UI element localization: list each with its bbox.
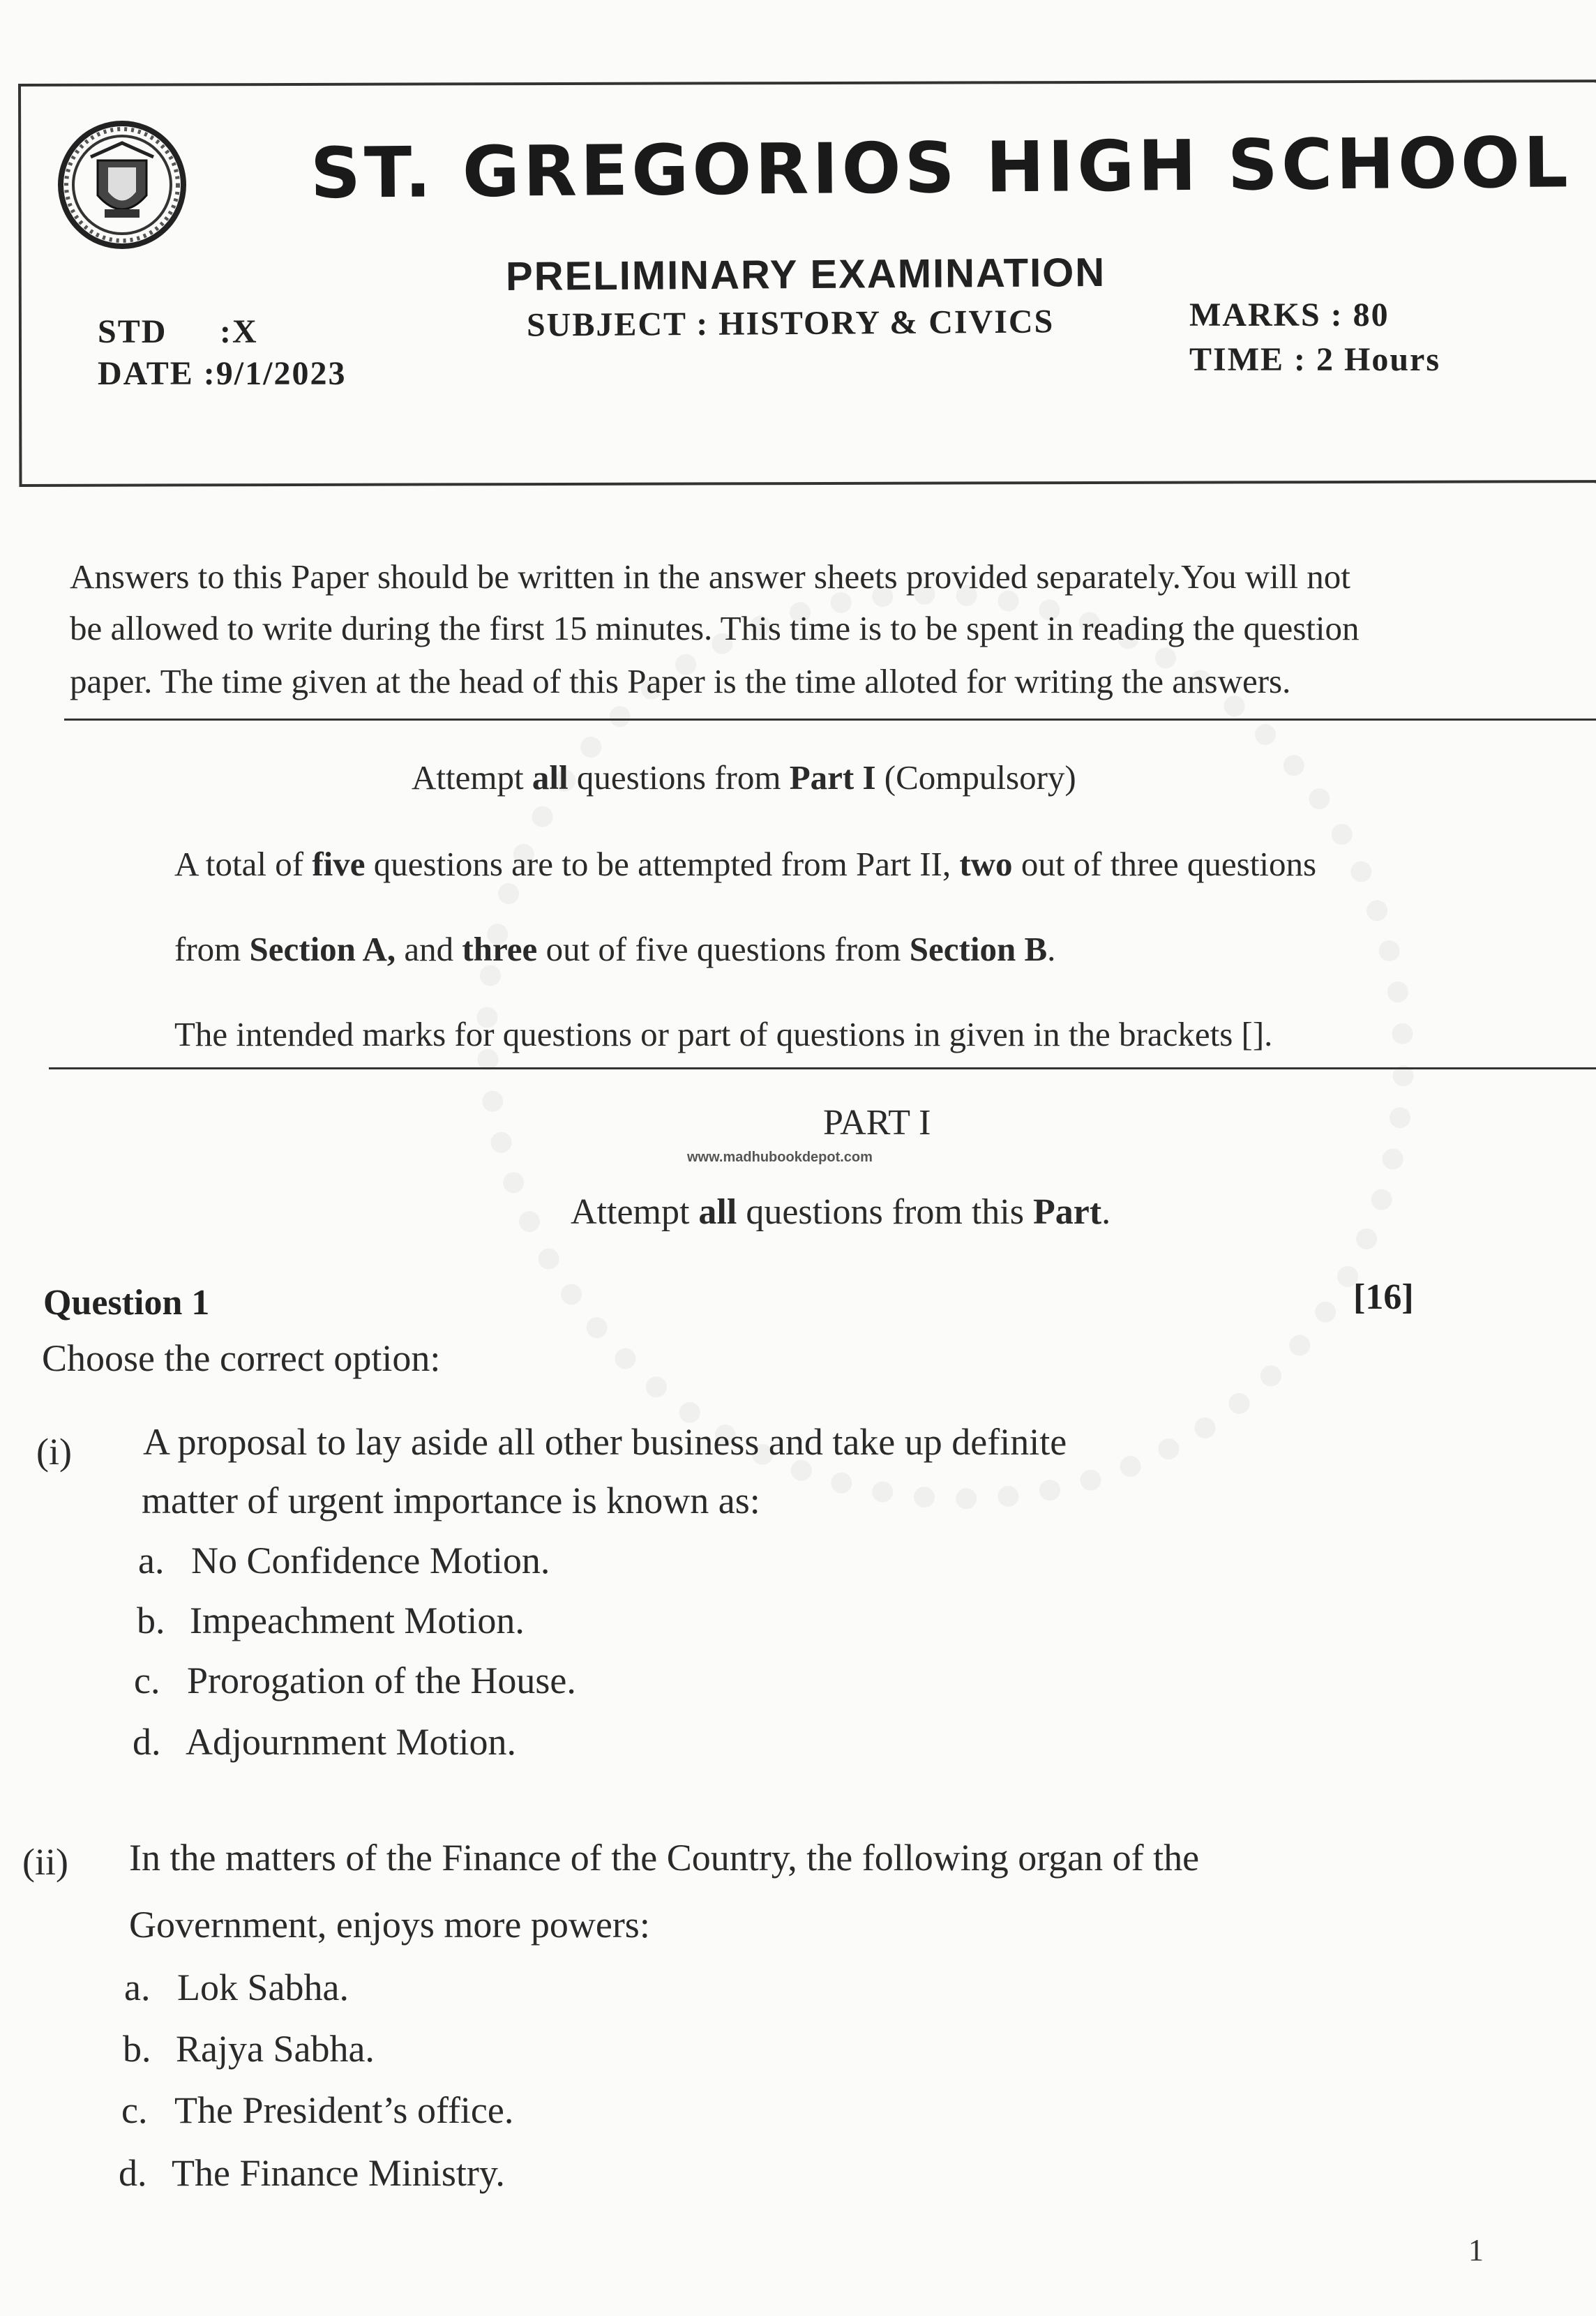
option-text: Rajya Sabha. <box>176 2028 375 2070</box>
option-row <box>124 1966 349 2009</box>
divider-1 <box>64 719 1596 721</box>
question-1-instruction: Choose the correct option: <box>42 1337 441 1379</box>
rule-2-bold-two: two <box>959 845 1013 883</box>
marks-field: MARKS : 80 <box>1189 296 1390 333</box>
sub-question-text-line-2: matter of urgent importance is known as: <box>142 1480 760 1521</box>
std-value: :X <box>220 313 258 350</box>
rule-3-bold-section-a: Section A, <box>249 930 396 968</box>
part-attempt-text-mid: questions from this <box>737 1192 1033 1232</box>
website-watermark: www.madhubookdepot.com <box>687 1150 873 1165</box>
rule-2-text-mid: questions are to be attempted from Part II, <box>365 845 960 883</box>
option-row <box>121 2089 513 2132</box>
part-attempt-bold-all: all <box>698 1192 737 1232</box>
part-attempt-bold-part: Part <box>1033 1192 1102 1232</box>
rule-1-text-mid: questions from <box>568 758 790 797</box>
time-field: TIME : 2 Hours <box>1189 341 1441 378</box>
option-text: The Finance Ministry. <box>172 2152 505 2194</box>
subject-value: HISTORY & CIVICS <box>718 303 1055 343</box>
option-row <box>123 2027 375 2070</box>
sub-question-text-line-1: A proposal to lay aside all other business and take up definite <box>143 1421 1067 1463</box>
std-field <box>98 313 258 351</box>
page-number: 1 <box>1468 2233 1484 2267</box>
rule-2-text: A total of <box>174 845 313 883</box>
sub-question-text-line-2: Government, enjoys more powers: <box>129 1904 650 1946</box>
rule-3-text-post: . <box>1047 930 1056 968</box>
option-text: No Confidence Motion. <box>191 1540 550 1581</box>
option-letter: d. <box>119 2152 147 2194</box>
option-row <box>134 1659 576 1702</box>
option-text: Adjournment Motion. <box>186 1721 516 1763</box>
instruction-line-2: be allowed to write during the first 15 minutes. This time is to be spent in reading the question <box>70 609 1360 647</box>
rule-3-text: from <box>174 930 250 968</box>
sub-question-text-line-1: In the matters of the Finance of the Country, the following organ of the <box>129 1837 1200 1879</box>
school-crest-icon <box>56 119 188 251</box>
instruction-line-3: paper. The time given at the head of this Paper is the time alloted for writing the answers. <box>70 662 1291 700</box>
rule-line-2 <box>174 844 1316 884</box>
subject-field <box>527 302 1055 344</box>
part-attempt-text-post: . <box>1101 1192 1111 1232</box>
exam-title: PRELIMINARY EXAMINATION <box>505 249 1106 300</box>
rule-1-bold-part: Part I <box>789 758 876 797</box>
option-row <box>119 2151 505 2195</box>
rule-2-bold-five: five <box>312 845 366 883</box>
sub-question-number: (ii) <box>22 1841 68 1883</box>
instruction-line-1: Answers to this Paper should be written in the answer sheets provided separately.You will not <box>70 557 1350 596</box>
option-letter: b. <box>123 2028 151 2070</box>
option-row <box>133 1720 516 1764</box>
option-text: Lok Sabha. <box>177 1967 349 2008</box>
option-text: Prorogation of the House. <box>187 1660 576 1701</box>
option-text: The President’s office. <box>174 2089 514 2131</box>
rule-1-bold-all: all <box>532 758 569 797</box>
subject-label: SUBJECT : <box>526 305 709 344</box>
rule-line-4: The intended marks for questions or part of questions in given in the brackets []. <box>174 1015 1273 1053</box>
date-label: DATE <box>98 355 194 392</box>
rule-line-1 <box>412 758 1076 797</box>
rule-3-text-mid2: out of five questions from <box>537 930 910 968</box>
divider-2 <box>49 1067 1596 1069</box>
part-title: PART I <box>823 1103 931 1143</box>
rule-3-text-mid1: and <box>396 930 462 968</box>
rule-3-bold-section-b: Section B <box>909 930 1048 968</box>
option-letter: c. <box>121 2089 148 2131</box>
rule-line-3 <box>174 929 1055 969</box>
option-row <box>138 1539 550 1582</box>
rule-1-text-post: (Compulsory) <box>875 758 1076 797</box>
date-value: :9/1/2023 <box>203 355 347 392</box>
school-name: ST. GREGORIOS HIGH SCHOOL <box>310 121 1572 214</box>
date-field <box>98 354 346 393</box>
rule-3-bold-three: three <box>462 930 538 968</box>
option-letter: a. <box>124 1967 151 2008</box>
option-letter: d. <box>133 1721 161 1763</box>
option-row <box>137 1599 525 1642</box>
rule-2-text-post: out of three questions <box>1012 845 1317 883</box>
sub-question-number: (i) <box>36 1431 72 1473</box>
part-attempt-text: Attempt <box>571 1192 699 1232</box>
option-letter: b. <box>137 1600 165 1641</box>
option-letter: a. <box>138 1540 165 1581</box>
part-attempt-line <box>571 1191 1111 1233</box>
question-1-title: Question 1 <box>43 1283 210 1323</box>
option-text: Impeachment Motion. <box>190 1600 525 1641</box>
option-letter: c. <box>134 1660 160 1701</box>
std-label: STD <box>98 313 167 350</box>
question-1-marks: [16] <box>1353 1277 1414 1317</box>
rule-1-text: Attempt <box>412 758 532 797</box>
